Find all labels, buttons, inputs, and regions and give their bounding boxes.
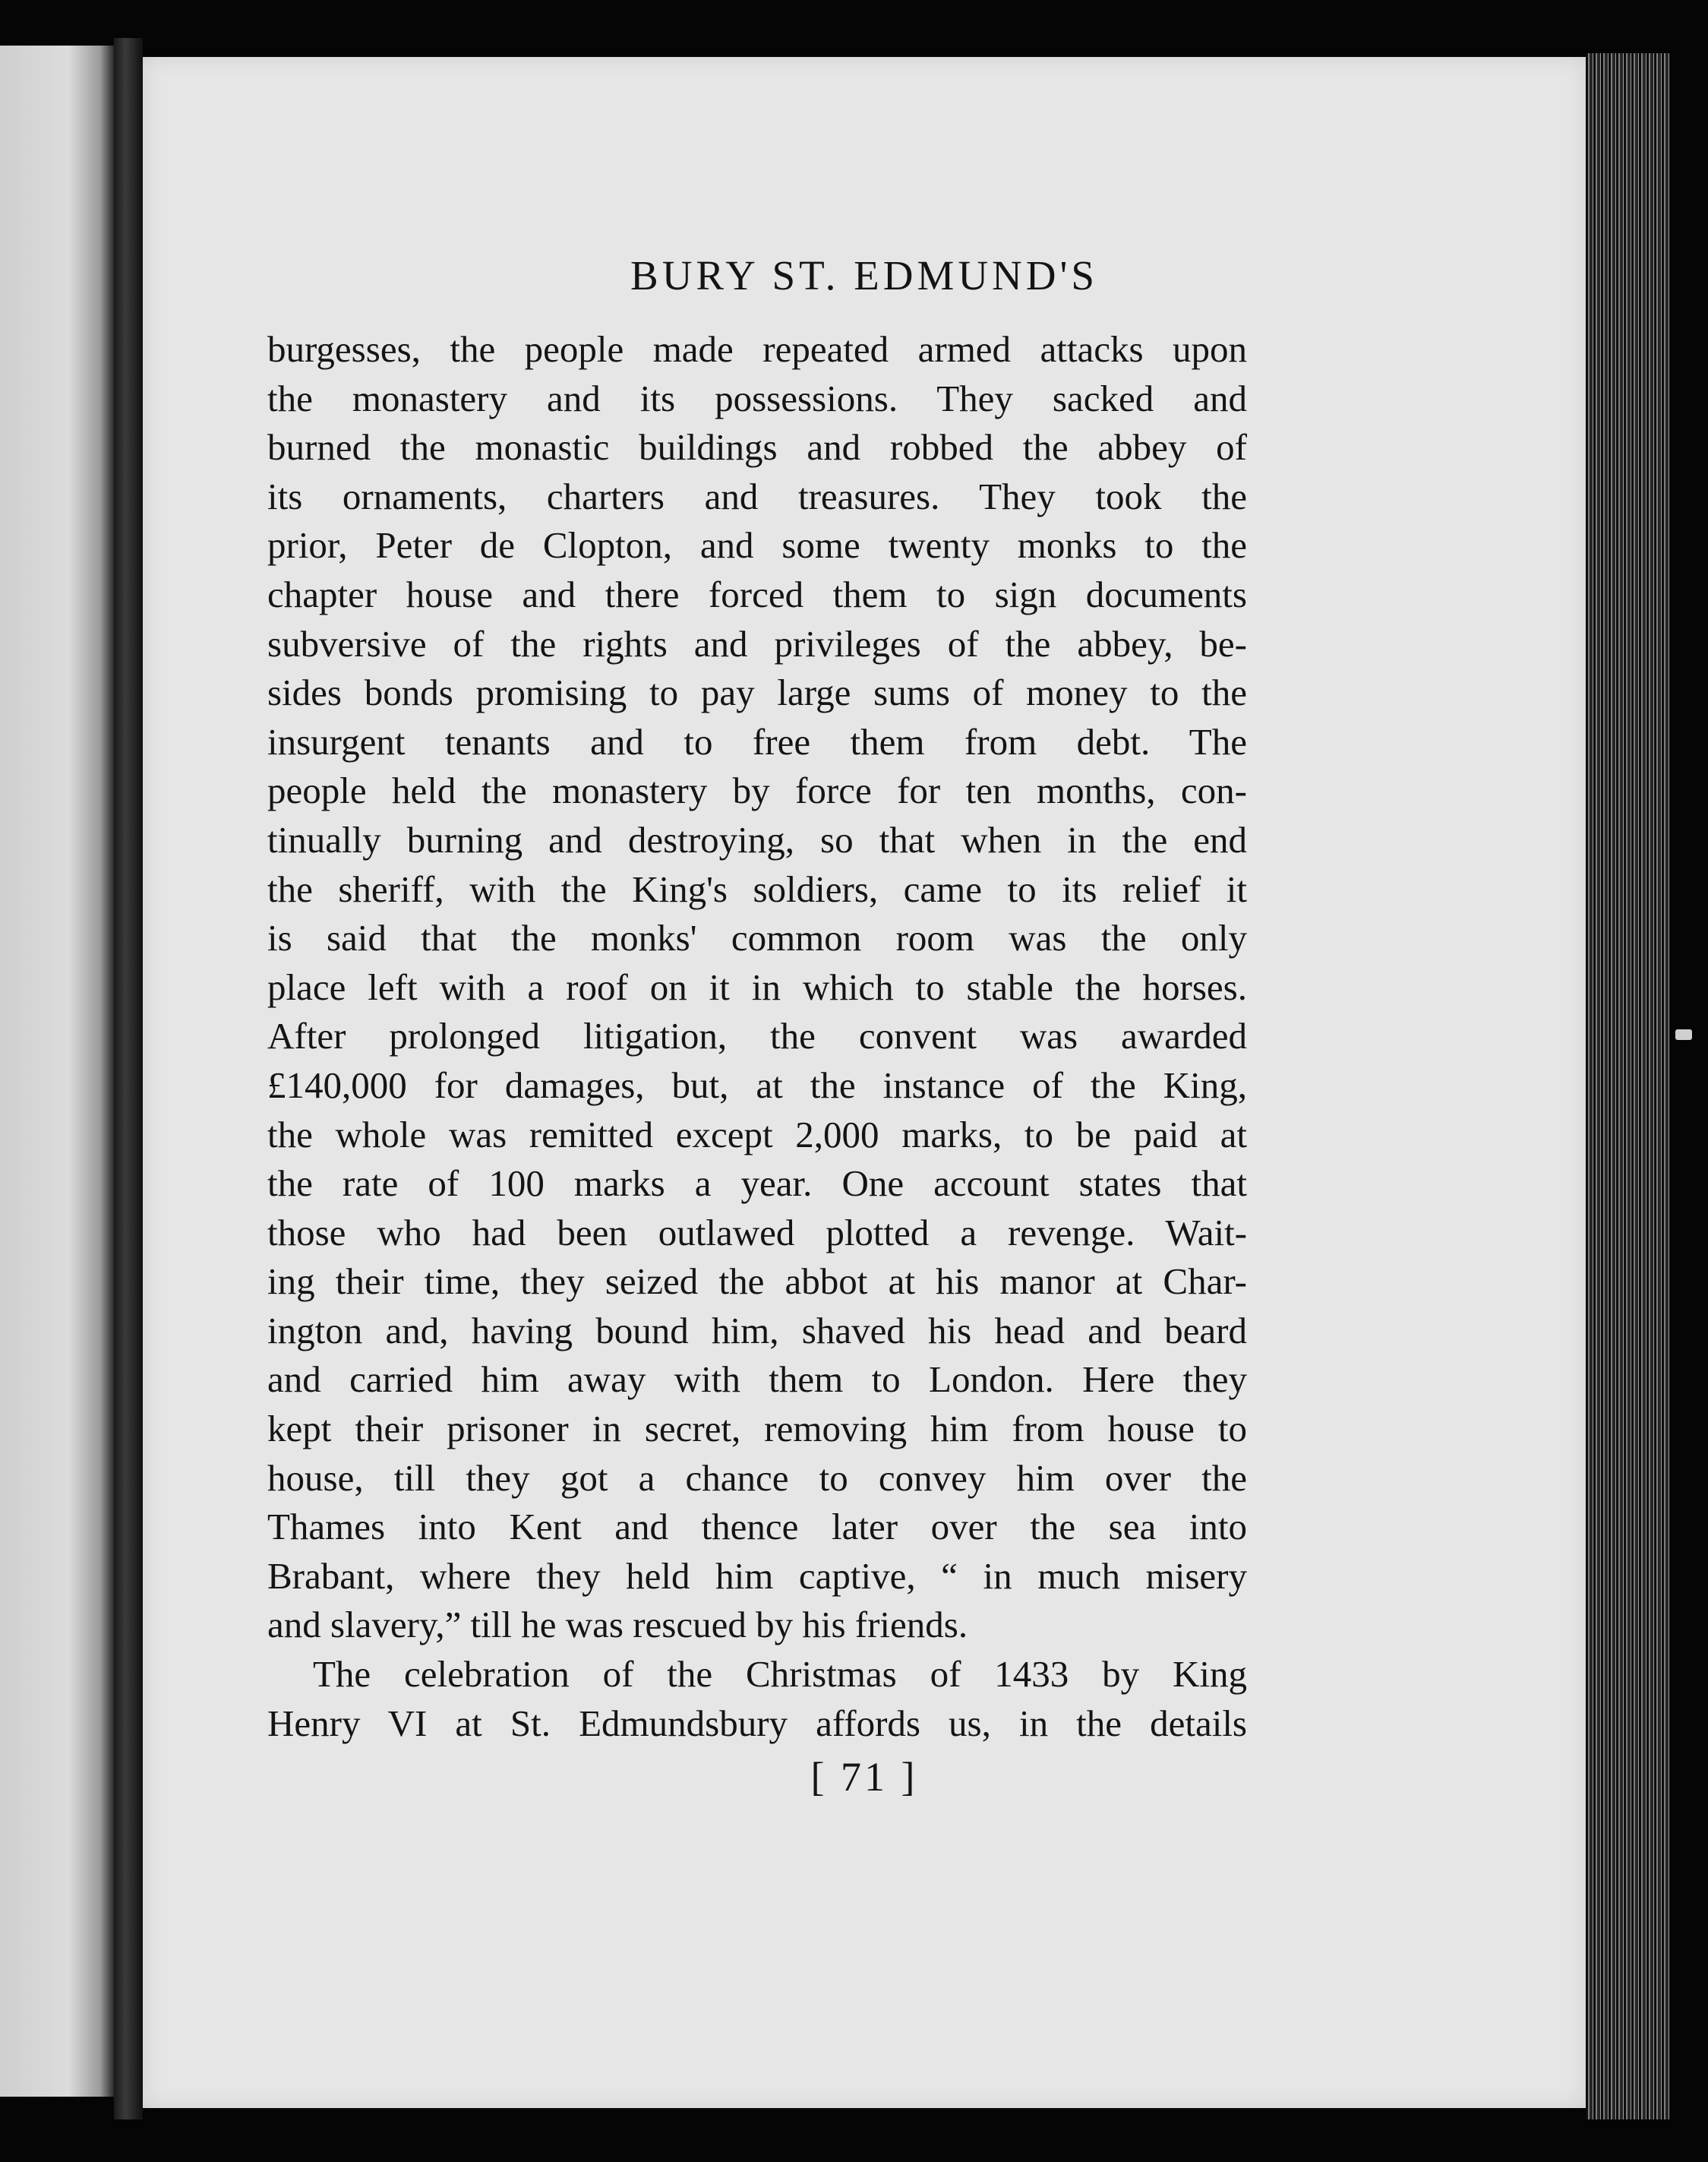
text-line: ing their time, they seized the abbot at his manor at Char-: [267, 1260, 1247, 1303]
text-line: £140,000 for damages, but, at the instance of the King,: [267, 1064, 1247, 1106]
text-line: place left with a roof on it in which to stable the horses.: [267, 966, 1247, 1008]
text-line: Henry VI at St. Edmundsbury affords us, in the details: [267, 1702, 1247, 1744]
text-line: kept their prisoner in secret, removing him from house to: [267, 1408, 1247, 1450]
text-line: those who had been outlawed plotted a revenge. Wait-: [267, 1211, 1247, 1253]
text-line: and carried him away with them to London. Here they: [267, 1358, 1247, 1401]
paragraph-end-line: and slavery,” till he was rescued by his friends.: [267, 1604, 968, 1646]
page-number: [ 71 ]: [810, 1754, 918, 1800]
page-edges: [1586, 53, 1669, 2119]
paragraph-start-line: The celebration of the Christmas of 1433 by King: [313, 1653, 1247, 1696]
text-line: the sheriff, with the King's soldiers, came to its relief it: [267, 868, 1247, 910]
text-line: burgesses, the people made repeated armed attacks upon: [267, 328, 1247, 370]
text-line: Thames into Kent and thence later over the sea into: [267, 1506, 1247, 1548]
text-line: tinually burning and destroying, so that when in the end: [267, 818, 1247, 861]
text-line: people held the monastery by force for ten months, con-: [267, 770, 1247, 812]
facing-page-edge: [0, 46, 114, 2097]
text-line: the monastery and its possessions. They sacked and: [267, 377, 1247, 419]
edge-mark: [1675, 1029, 1692, 1040]
body-text: [267, 325, 1247, 1748]
running-head: BURY ST. EDMUND'S: [630, 252, 1098, 299]
text-line: the rate of 100 marks a year. One account states that: [267, 1162, 1247, 1205]
text-line: burned the monastic buildings and robbed the abbey of: [267, 426, 1247, 469]
text-line: insurgent tenants and to free them from debt. The: [267, 720, 1247, 763]
text-line: the whole was remitted except 2,000 marks, to be paid at: [267, 1113, 1247, 1155]
text-line: house, till they got a chance to convey him over the: [267, 1456, 1247, 1499]
book-page: [143, 57, 1586, 2108]
text-line: ington and, having bound him, shaved his head and beard: [267, 1309, 1247, 1351]
book-gutter: [114, 38, 143, 2119]
text-line: sides bonds promising to pay large sums of money to the: [267, 672, 1247, 714]
text-line: Brabant, where they held him captive, “ in much misery: [267, 1554, 1247, 1597]
text-line: prior, Peter de Clopton, and some twenty monks to the: [267, 524, 1247, 567]
text-line: subversive of the rights and privileges of the abbey, be-: [267, 622, 1247, 665]
text-line: its ornaments, charters and treasures. They took the: [267, 475, 1247, 517]
text-line: is said that the monks' common room was the only: [267, 917, 1247, 959]
text-line: chapter house and there forced them to sign documents: [267, 573, 1247, 615]
text-line: After prolonged litigation, the convent was awarded: [267, 1015, 1247, 1057]
